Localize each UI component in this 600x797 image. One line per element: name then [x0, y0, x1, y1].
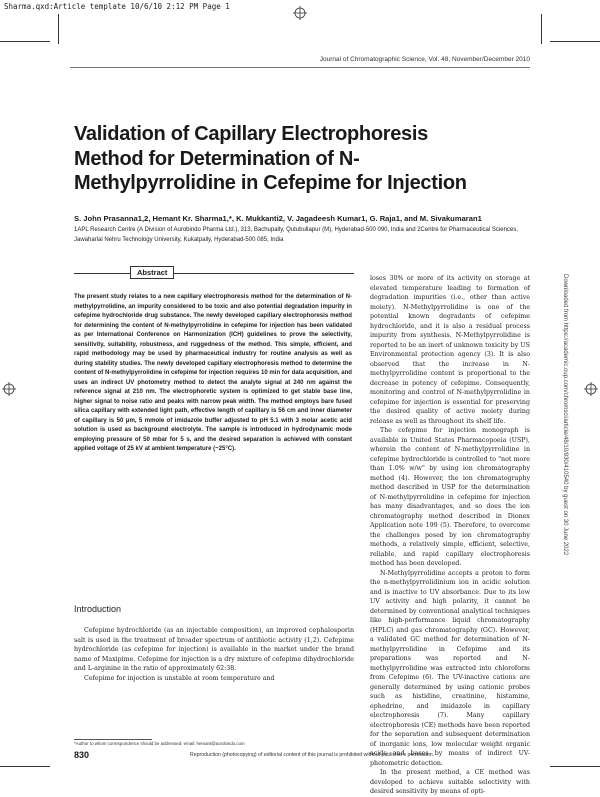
- download-sidebar-note: Downloaded from https://academic.oup.com/chromsci/article/48/10/830/410540 by guest on 30 June 2022: [562, 274, 568, 556]
- introduction-body: [74, 626, 354, 683]
- file-slug: Sharma.qxd:Article template 10/6/10 2:12 PM Page 1: [4, 2, 230, 11]
- abstract-text: The present study relates to a new capillary electrophoresis method for the determination of N-methylpyrrolidine, an impurity considered to be toxic and also potential degradation impurity in cefepime hydrochloride drug substance. The newly developed capillary electrophoresis method for determining the content of N-methylpyrrolidine in cefepime for injection has been validated as per International Conference on Harmonization (ICH) guidelines to prove the selectivity, sensitivity, suitability, robustness, and ruggedness of the method. This simple, efficient, and rapid methodology may be used by pharmaceutical industry for routine analysis as well as during stability studies. The newly developed capillary electrophoresis method to determine the content of N-methylpyrrolidine in cefepime for injection requires 10 min for data acquisition, and uses an indirect UV photometry method to detect the analyte signal at 240 nm against the reference signal at 210 nm. The electrophoretic system is optimized to get stable base line, higher signal to noise ratio and peaks with narrow peak width. The method employs bare fused silica capillary with extended light path, effective length of capillary is 56 cm and inner diameter of capillary is 50 μm, 5 mmole of imidazole buffer adjusted to pH 5.1 with 3 molar acetic acid solution is used as background electrolyte. The sample is introduced in hydrodynamic mode employing pressure of 50 mbar for 5 s, and the desired separation is achieved with constant applied voltage of 25 kV at ambient temperature (~25°C).: [74, 294, 352, 452]
- crop-mark-tr-h: [550, 41, 600, 42]
- reproduction-notice: Reproduction (photocopying) of editorial content of this journal is prohibited without publisher's permission.: [190, 752, 435, 758]
- right-paragraph-2: The cefepime for injection monograph is available in United States Pharmacopoeia (USP), wherein the content of N-methylpyrrolidine in cefepime hydrochloride is controlled to "not more than 1.0% w/w" by using ion chromatography method (4). However, the ion chromatography method described in USP for the determination of N-methylpyrrolidine in cefepime for injection has many disadvantages, and so does the ion chromatography method described in Dionex Application note 199 (5). Therefore, to overcome the challenges posed by ion chromatography methods, a relatively simple, efficient, selective, reliable, and rapid capillary electrophoresis method has been developed.: [370, 427, 530, 567]
- crop-mark-tl-h: [0, 41, 50, 42]
- header-rule: [70, 67, 530, 68]
- crop-mark-br-h: [550, 766, 600, 767]
- affiliations: 1APL Research Centre (A Division of Aurobindo Pharma Ltd.), 313, Bachupally, Qutubullapur (M), Hyderabad-500 090, India and 2Centre for Pharmaceutical Sciences, Jawaharlal Nehru Technology University, Kukatpally, Hyderabad-500 085, India: [74, 227, 518, 243]
- author-list: S. John Prasanna1,2, Hemant Kr. Sharma1,*, K. Mukkanti2, V. Jagadeesh Kumar1, G. Raja1, and M. Sivakumaran1: [74, 214, 482, 223]
- registration-mark-top: [293, 6, 307, 20]
- right-column-body: [370, 274, 530, 797]
- correspondence-footnote: *Author to whom correspondence should be addressed: email: hemant@aurobindo.com: [74, 741, 245, 746]
- intro-paragraph-1: Cefepime hydrochloride (as an injectable composition), an improved cephalosporin salt is used in the treatment of broader spectrum of antibiotic activity (1,2). Cefepime hydrochloride (as cefepime for injection) is available in the market under the brand name of Maxipime. Cefepime for injection is a dry mixture of cefepime dihydrochloride and L-arginine in the ratio of approximately 62:38.: [74, 627, 354, 672]
- introduction-heading: Introduction: [74, 604, 122, 614]
- journal-running-head: Journal of Chromatographic Science, Vol. 48, November/December 2010: [319, 56, 530, 63]
- right-paragraph-1: loses 30% or more of its activity on storage at elevated temperature leading to formation of degradation impurities (i.e., other than active moiety). N-Methylpyrrolidine is one of the potential known degradants of cefepime hydrochloride, and it is also a residual process impurity from synthesis. N-Methylpyrrolidine is reported to be an inert of unknown toxicity by US Environmental protection agency (3). It is also observed that the increase in N-methylpyrrolidine content is proportional to the decrease in potency of cefepime. Consequently, monitoring and control of N-methylpyrrolidine in cefepime for injection is essential for preserving the desired quality of active moiety during release as well as throughout its shelf life.: [370, 275, 530, 425]
- abstract-header: [74, 266, 354, 280]
- page-number: 830: [74, 750, 90, 760]
- registration-mark-left: [2, 382, 16, 396]
- crop-mark-bl-h: [0, 766, 50, 767]
- right-paragraph-3: N-Methylpyrrolidine accepts a proton to form the n-methylpyrrolidinium ion in acidic solution and is inactive to UV absorbance. Due to its low UV activity and high polarity, it cannot be determined by conventional analytical techniques like high-performance liquid chromatography (HPLC) and gas chromatography (GC). However, a validated GC method for determination of N-methylpyrrolidine in Cefepime and its preparations was reported and N-methylpyrrolidine was extracted into chloroform from Cefepime (6). The UV-inactive cations are generally determined by using cationic probes such as histidine, creatinine, histamine, ephedrine, and imidazole in capillary electrophoresis (7). Many capillary electrophoresis (CE) methods have been reported for the separation and subsequent determination of inorganic ions, low molecular weight organic acids and bases by means of indirect UV-photometric detection.: [370, 569, 530, 767]
- crop-mark-tl-v: [58, 14, 59, 44]
- intro-paragraph-2: Cefepime for injection is unstable at room temperature and: [84, 674, 275, 682]
- footnote-rule: [74, 739, 152, 740]
- right-paragraph-4: In the present method, a CE method was developed to achieve suitable selectivity with desired sensitivity by means of opti-: [370, 769, 530, 795]
- crop-mark-tr-v: [541, 14, 542, 44]
- article-title: Validation of Capillary Electrophoresis Method for Determination of N-Methylpyrrolidine in Cefepime for Injection: [74, 123, 467, 194]
- registration-mark-right: [584, 382, 598, 396]
- abstract-label: Abstract: [130, 266, 174, 279]
- abstract-rule: [74, 273, 354, 274]
